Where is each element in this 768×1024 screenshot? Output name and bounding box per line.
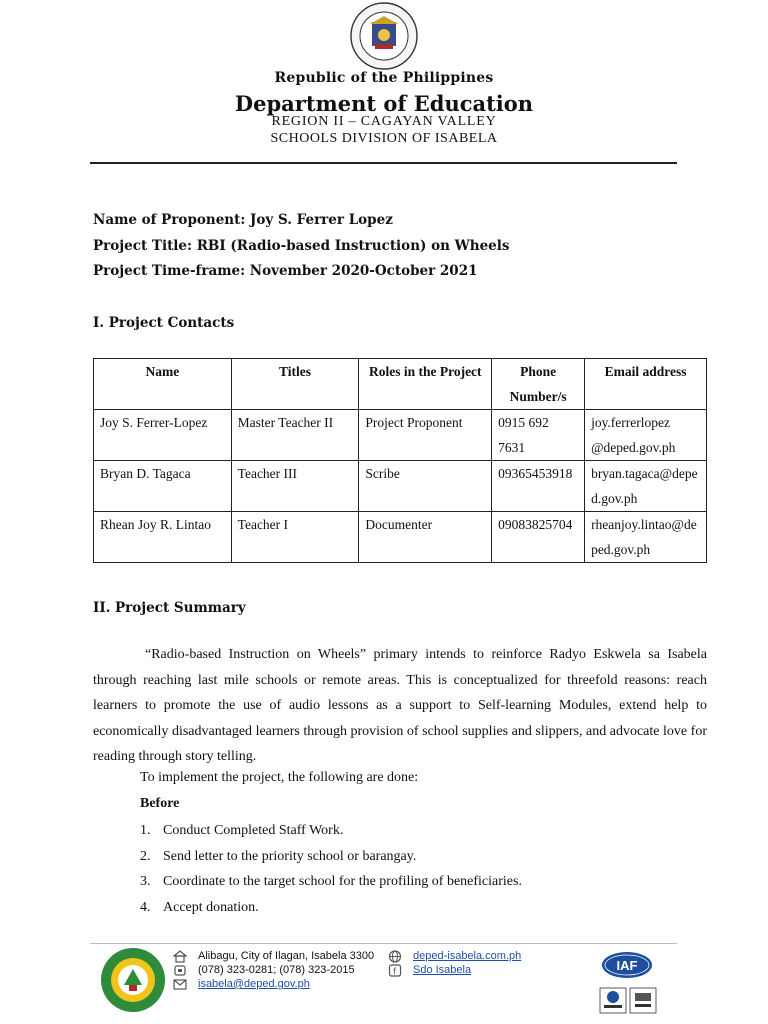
summary-body: [93, 642, 707, 770]
table-row: [94, 512, 707, 563]
facebook-link[interactable]: Sdo Isabela: [413, 964, 472, 976]
mail-icon: [173, 978, 187, 991]
footer-divider: [90, 943, 677, 944]
step-text: Conduct Completed Staff Work.: [163, 823, 344, 838]
header-divider: [90, 162, 677, 164]
contact-role: Scribe: [359, 461, 492, 512]
step-text: Coordinate to the target school for the profiling of beneficiaries.: [163, 874, 522, 889]
project-title-line: Project Title: RBI (Radio-based Instruction) on Wheels: [93, 238, 510, 254]
list-item: [140, 869, 522, 895]
division-logo-icon: [100, 947, 166, 1013]
step-number: 4.: [140, 899, 151, 915]
contact-role: Project Proponent: [359, 410, 492, 461]
column-header: Name: [94, 359, 232, 410]
step-text: Accept donation.: [163, 899, 259, 915]
home-icon: [173, 950, 187, 963]
contact-phone: 0915 692 7631: [492, 410, 585, 461]
contact-role: Documenter: [359, 512, 492, 563]
column-header: Titles: [231, 359, 359, 410]
step-text: Send letter to the priority school or barangay.: [163, 848, 417, 864]
globe-icon: [388, 950, 402, 963]
list-item: [140, 844, 522, 870]
certification-badge-icon: [599, 987, 657, 1014]
contact-name: Rhean Joy R. Lintao: [94, 512, 232, 563]
footer-address: Alibagu, City of Ilagan, Isabela 3300: [198, 950, 375, 962]
website-link[interactable]: deped-isabela.com.ph: [413, 950, 522, 962]
footer-contact-block: [198, 949, 374, 991]
implement-line: To implement the project, the following are done:: [140, 770, 419, 785]
contact-email: rheanjoy.lintao@deped.gov.ph: [585, 512, 707, 563]
facebook-icon: [388, 964, 402, 977]
contact-title: Teacher III: [231, 461, 359, 512]
svg-text:f: f: [393, 967, 397, 977]
summary-paragraph: “Radio-based Instruction on Wheels” primary intends to reinforce Radyo Eskwela sa Isabela through reaching last mile schools or remote areas. This is conceptualized for threefold reasons: reach learners to promote the use of audio lessons as a support to Self-learning Modules, extend help to economically disadvantaged learners through provision of school supplies and slippers, and advocate love for reading through story telling.: [93, 647, 707, 764]
timeframe-line: Project Time-frame: November 2020-October 2021: [93, 263, 478, 279]
proponent-line: Name of Proponent: Joy S. Ferrer Lopez: [93, 212, 393, 228]
table-row: [94, 410, 707, 461]
contacts-table: [93, 358, 707, 563]
iaf-text: IAF: [616, 958, 638, 973]
department-heading: Department of Education: [234, 91, 534, 116]
footer-email-link[interactable]: isabela@deped.gov.ph: [198, 978, 310, 990]
table-row: [94, 461, 707, 512]
step-number: 3.: [140, 874, 151, 889]
footer-phones: (078) 323-0281; (078) 323-2015: [198, 964, 355, 976]
step-number: 2.: [140, 848, 151, 864]
division-heading: SCHOOLS DIVISION OF ISABELA: [270, 131, 498, 146]
contact-email: joy.ferrerlopez @deped.gov.ph: [585, 410, 707, 461]
contact-email: bryan.tagaca@deped.gov.ph: [585, 461, 707, 512]
footer-web-block: [413, 949, 521, 977]
contacts-heading: I. Project Contacts: [93, 315, 235, 331]
column-header: Email address: [585, 359, 707, 410]
phone-icon: [173, 964, 187, 977]
contact-title: Teacher I: [231, 512, 359, 563]
summary-heading: II. Project Summary: [93, 600, 246, 616]
step-number: 1.: [140, 823, 151, 838]
contact-name: Bryan D. Tagaca: [94, 461, 232, 512]
steps-list: [140, 818, 522, 920]
contact-phone: 09083825704: [492, 512, 585, 563]
list-item: [140, 895, 522, 921]
iaf-logo-icon: [601, 951, 653, 979]
column-header: Phone Number/s: [492, 359, 585, 410]
republic-heading: Republic of the Philippines: [274, 70, 494, 86]
deped-seal-icon: [339, 2, 429, 70]
contact-name: Joy S. Ferrer-Lopez: [94, 410, 232, 461]
before-label: Before: [140, 796, 180, 811]
column-header: Roles in the Project: [359, 359, 492, 410]
contact-phone: 09365453918: [492, 461, 585, 512]
region-heading: REGION II – CAGAYAN VALLEY: [271, 114, 497, 129]
contact-title: Master Teacher II: [231, 410, 359, 461]
list-item: [140, 818, 522, 844]
table-header-row: [94, 359, 707, 410]
